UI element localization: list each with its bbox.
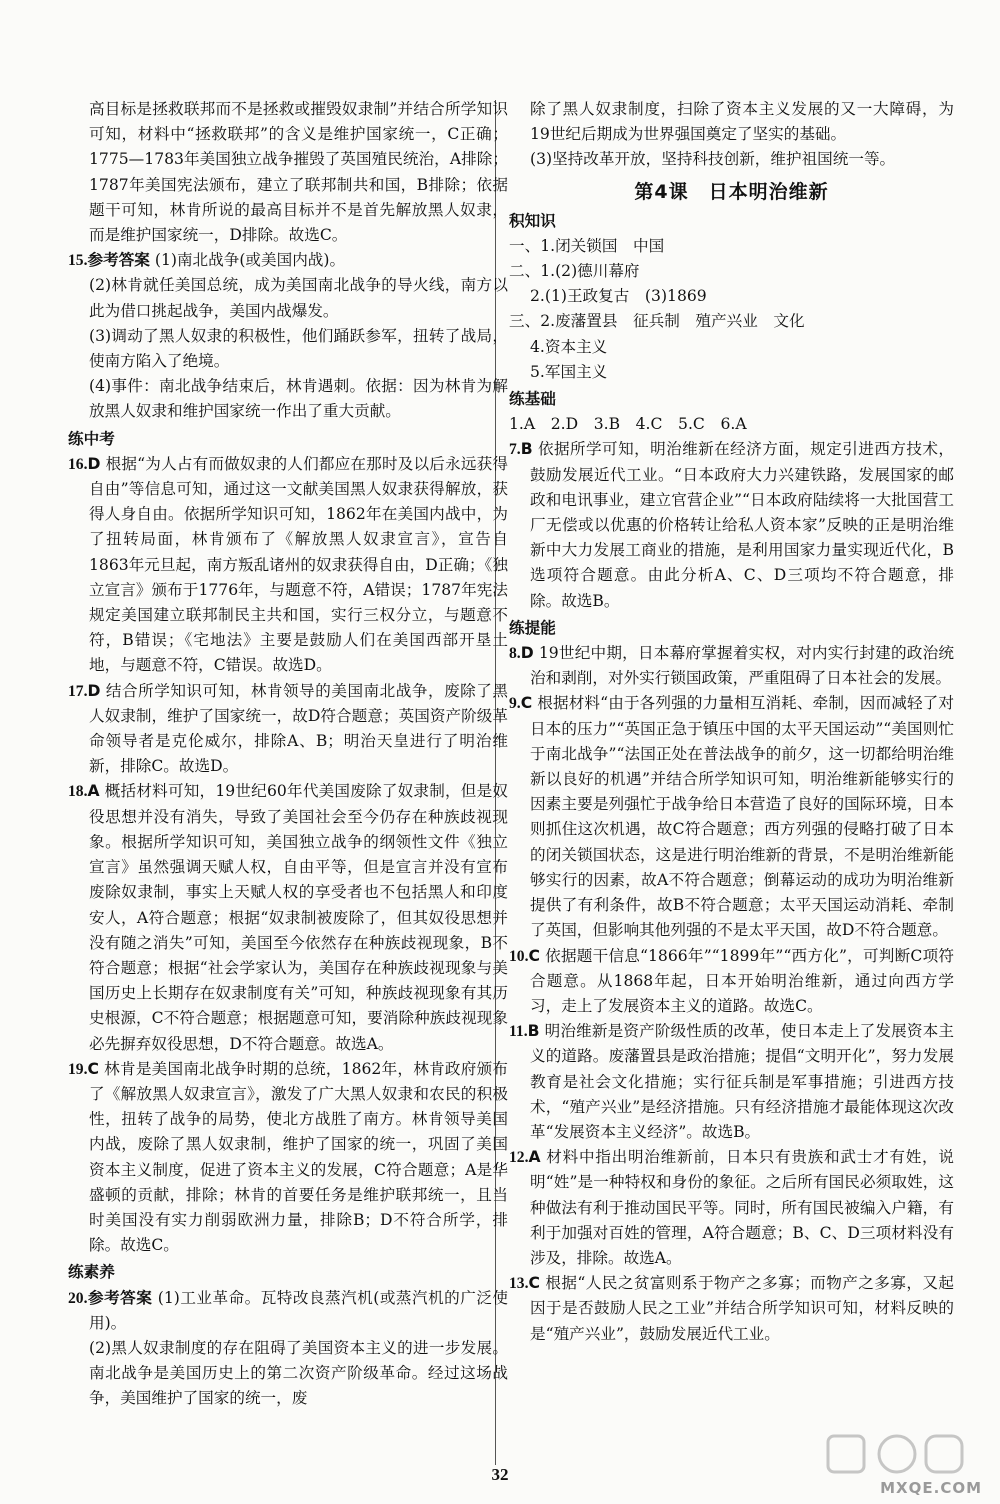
question-number: 9. [509, 695, 521, 713]
question-answer [509, 641, 954, 691]
answer-explanation: 根据“人民之贫富则系于物产之多寡；而物产之多寡，又起因于是否鼓励人民之工业”并结合所学知识可知，材料反映的是“殖产兴业”，鼓励发展近代工业。 [530, 1274, 954, 1343]
answer-key: A [87, 782, 100, 801]
right-column-continuation [509, 97, 954, 173]
answer-explanation: 材料中指出明治维新前，日本只有贵族和武士才有姓，说明“姓”是一种特权和身份的象征。之后所有国民必须取姓，这种做法有利于推动国民平等。同时，所有国民被编入户籍，有利于加强对百姓的管理，A符合题意；B、C、D三项材料没有涉及，排除。故选A。 [530, 1148, 954, 1267]
answer-paragraph: 高目标是拯救联邦而不是拯救或摧毁奴隶制”并结合所学知识可知，材料中“拯救联邦”的含义是维护国家统一，C正确；1775—1783年美国独立战争摧毁了英国殖民统治，A排除；1787年美国宪法颁布，建立了联邦制共和国，B排除；依据题干可知，林肯所说的最高目标并不是首先解放黑人奴隶，而是维护国家统一，D排除。故选C。 [89, 100, 508, 245]
answer-key: A [528, 1148, 541, 1167]
answer-line: 4.资本主义 [530, 337, 608, 356]
page-number: 32 [491, 1465, 509, 1484]
question-number: 15. [68, 252, 88, 270]
answer-explanation: 依据题干信息“1866年”“1899年”“西方化”，可判断C项符合题意。从1868年起，日本开始明治维新，通过向西方学习，走上了发展资本主义的道路。故选C。 [530, 946, 954, 1015]
question-answer [68, 679, 508, 780]
question-answer [509, 437, 954, 613]
answer-key: B [527, 1022, 540, 1041]
answer-explanation: 根据“为人占有而做奴隶的人们都应在那时及以后永远获得自由”等信息可知，通过这一文献美国黑人奴隶获得解放，获得人身自由。依据所学知识可知，1862年在美国内战中，为了扭转局面，林肯颁布了《解放黑人奴隶宣言》，宣告自1863年元旦起，南方叛乱诸州的奴隶获得自由，D正确；《独立宣言》颁布于1776年，与题意不符，A错误；1787年宪法规定美国建立联邦制民主共和国，实行三权分立，与题意不符，B错误；《宅地法》主要是鼓励人们在美国西部开垦土地，与题意不符，C错误。故选D。 [89, 454, 508, 675]
question-answer [509, 1145, 954, 1271]
question-number: 10. [509, 947, 529, 965]
answer-explanation: (1)南北战争(或美国内战)。 [154, 251, 346, 270]
answer-paragraph: (2)黑人奴隶制度的存在阻碍了美国资本主义的进一步发展。南北战争是美国历史上的第二次资产阶级革命。经过这场战争，美国维护了国家的统一，废 [89, 1338, 508, 1408]
answer-explanation: 概括材料可知，19世纪60年代美国废除了奴隶制，但是奴役思想并没有消失，导致了美国社会至今仍存在种族歧视现象。根据所学知识可知，美国独立战争的纲领性文件《独立宣言》虽然强调天赋人权，自由平等，但是宣言并没有宣布废除奴隶制，事实上天赋人权的享受者也不包括黑人和印度安人，A符合题意；根据“奴隶制被废除了，但其奴役思想并没有随之消失”可知，美国至今依然存在种族歧视现象，B不符合题意；根据“社会学家认为，美国存在种族歧视现象与美国历史上长期存在奴隶制度有关”可知，种族歧视现象有其历史根源，C不符合题意；根据题意可知，要消除种族歧视现象必先摒弃奴役思想，D不符合题意。故选A。 [89, 782, 508, 1053]
question-number: 8. [509, 645, 521, 663]
question-answer [509, 1019, 954, 1145]
question-answer [509, 691, 954, 943]
answer-explanation: 根据材料“由于各列强的力量相互消耗、牵制，因而减轻了对日本的压力”“英国正急于镇压中国的太平天国运动”“美国则忙于南北战争”“法国正处在普法战争的前夕，这一切都给明治维新以良好的机遇”并结合所学知识可知，明治维新能够实行的因素主要是列强忙于战争给日本营造了良好的国际环境，日本则抓住这次机遇，故C符合题意；西方列强的侵略打破了日本的闭关锁国状态，这是进行明治维新的背景，不是明治维新能够实行的因素，故A不符合题意；倒幕运动的成功为明治维新提供了有利条件，故B不符合题意；太平天国运动消耗、牵制了英国，但影响其他列强的不是太平天国，故D不符合题意。 [530, 694, 954, 940]
question-answer [68, 1057, 508, 1259]
question-number: 16. [68, 455, 88, 473]
answer-line: 1.A 2.D 3.B 4.C 5.C 6.A [509, 415, 747, 434]
question-answer [509, 1271, 954, 1347]
question-number: 20. [68, 1289, 88, 1307]
section-heading: 练基础 [509, 390, 556, 409]
answer-key: D [87, 454, 101, 473]
question-number: 17. [68, 682, 88, 700]
answer-key: C [520, 694, 533, 713]
answer-paragraph: (3)坚持改革开放，坚持科技创新，维护祖国统一等。 [530, 150, 896, 169]
question-number: 13. [509, 1275, 529, 1293]
section-heading: 练提能 [509, 618, 556, 637]
question-answer [68, 779, 508, 1056]
question-number: 7. [509, 441, 521, 459]
answer-line: 一、1.闭关锁国 中国 [509, 236, 665, 255]
lesson-title: 第4课 日本明治维新 [634, 180, 829, 203]
answer-explanation: 林肯是美国南北战争时期的总统，1862年，林肯政府颁布了《解放黑人奴隶宣言》，激发了广大黑人奴隶和农民的积极性，扭转了战争的局势，使北方战胜了南方。林肯领导美国内战，废除了黑人奴隶制，维护了国家的统一，巩固了美国资本主义制度，促进了资本主义的发展，C符合题意；A是华盛顿的贡献，排除；林肯的首要任务是维护联邦统一，且当时美国没有实力削弱欧洲力量，排除B；D不符合所学，排除。故选C。 [89, 1059, 508, 1255]
question-answer [509, 944, 954, 1020]
watermark-text: MXQE.COM [880, 1479, 982, 1497]
answer-key: 参考答案 [87, 1288, 153, 1307]
lesson-answers [509, 209, 954, 1347]
answer-explanation: 结合所学知识可知，林肯领导的美国南北战争，废除了黑人奴隶制，维护了国家统一，故D符合题意；英国资产阶级革命领导者是克伦威尔，排除A、B；明治天皇进行了明治维新，排除C。故选D。 [89, 681, 508, 776]
question-answer [68, 1286, 508, 1336]
left-column [68, 97, 508, 1412]
answer-key: B [520, 440, 533, 459]
answer-key: 参考答案 [87, 251, 150, 270]
answer-explanation: 依据所学可知，明治维新在经济方面，规定引进西方技术，鼓励发展近代工业。“日本政府大力兴建铁路，发展国家的邮政和电讯事业，建立官营企业”“日本政府陆续将一大批国营工厂无偿或以优惠的价格转让给私人资本家”反映的正是明治维新中大力发展工商业的措施，是利用国家力量实现近代化，B选项符合题意。由此分析A、C、D三项均不符合题意，排除。故选B。 [530, 440, 954, 610]
section-heading: 练素养 [68, 1263, 115, 1282]
answer-paragraph: (3)调动了黑人奴隶的积极性，他们踊跃参军，扭转了战局，使南方陷入了绝境。 [89, 326, 508, 371]
answer-key: C [87, 1059, 99, 1078]
answer-explanation: 明治维新是资产阶级性质的改革，使日本走上了发展资本主义的道路。废藩置县是政治措施；提倡“文明开化”，努力发展教育是社会文化措施；实行征兵制是军事措施；引进西方技术，“殖产兴业”是经济措施。只有经济措施才最能体现这次改革“发展资本主义经济”。故选B。 [530, 1022, 954, 1141]
answer-key: D [87, 681, 101, 700]
answer-line: 5.军国主义 [530, 362, 608, 381]
answer-paragraph: (4)事件：南北战争结束后，林肯遇刺。依据：因为林肯为解放黑人奴隶和维护国家统一作出了重大贡献。 [89, 377, 508, 421]
question-number: 19. [68, 1060, 88, 1078]
answer-line: 三、2.废藩置县 征兵制 殖产兴业 文化 [509, 312, 805, 331]
answer-line: 2.(1)王政复古 (3)1869 [530, 287, 707, 306]
answer-key: D [520, 644, 534, 663]
section-heading: 练中考 [68, 429, 115, 448]
right-column [509, 97, 954, 1347]
question-number: 12. [509, 1149, 529, 1167]
answer-explanation: (1)工业革命。瓦特改良蒸汽机(或蒸汽机的广泛使用)。 [89, 1288, 508, 1332]
answer-line: 二、1.(2)德川幕府 [509, 262, 640, 281]
question-answer [68, 452, 508, 679]
section-heading: 积知识 [509, 211, 556, 230]
answer-paragraph: (2)林肯就任美国总统，成为美国南北战争的导火线，南方以此为借口挑起战争，美国内战爆发。 [89, 276, 508, 320]
answer-explanation: 19世纪中期，日本幕府掌握着实权，对内实行封建的政治统治和剥削，对外实行锁国政策，严重阻碍了日本社会的发展。 [530, 644, 954, 688]
answer-paragraph: 除了黑人奴隶制度，扫除了资本主义发展的又一大障碍，为19世纪后期成为世界强国奠定了坚实的基础。 [530, 100, 954, 144]
question-number: 18. [68, 783, 88, 801]
question-number: 11. [509, 1023, 528, 1041]
answer-key: C [528, 1274, 540, 1293]
answer-key: C [528, 946, 540, 965]
question-answer [68, 248, 508, 273]
